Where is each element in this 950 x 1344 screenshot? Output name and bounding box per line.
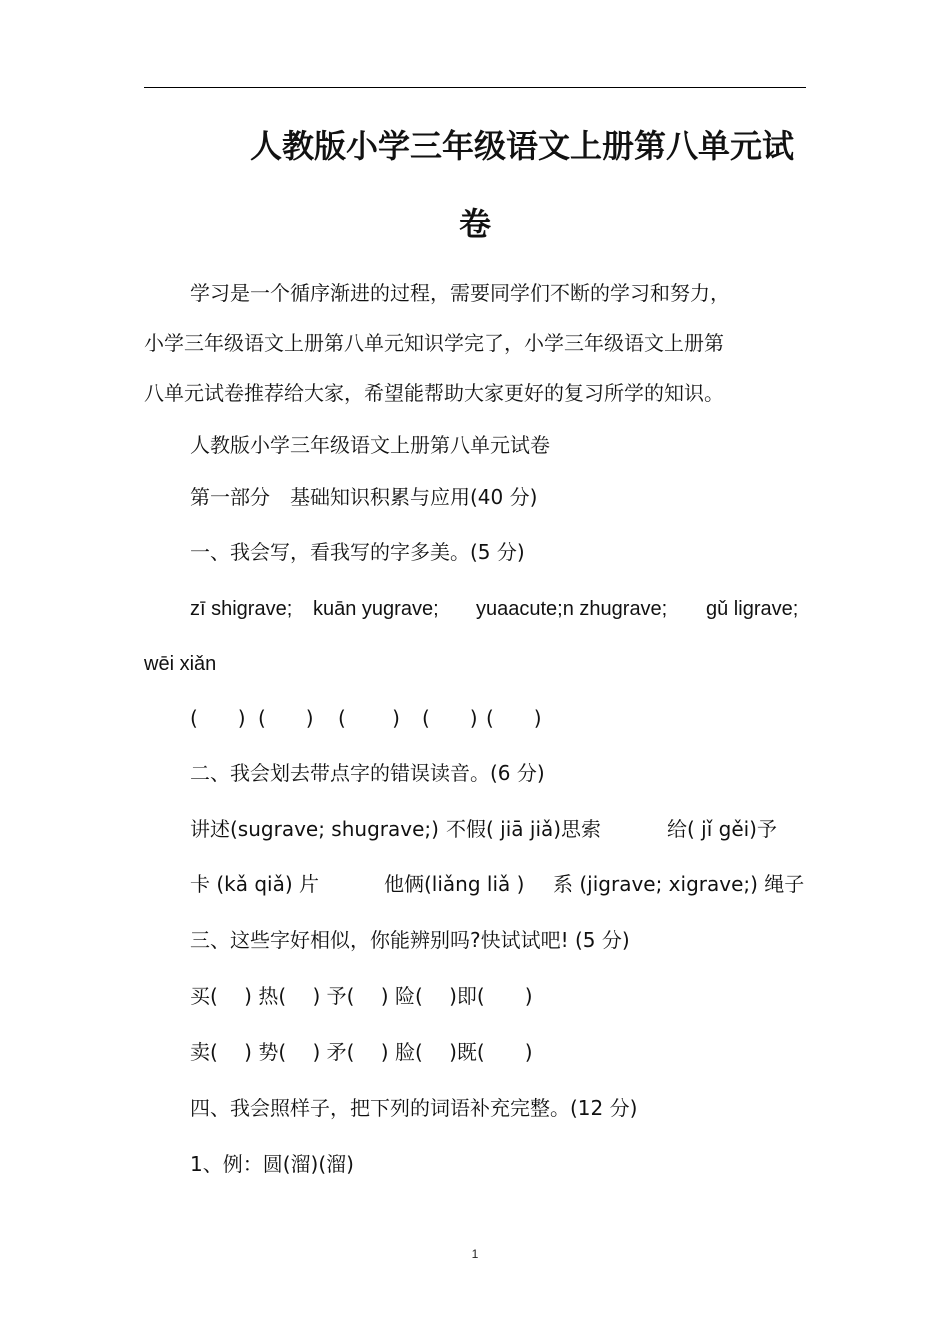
q1-pinyin-5	[144, 649, 216, 678]
intro-line-3: 八单元试卷推荐给大家，希望能帮助大家更好的复习所学的知识。	[144, 381, 724, 405]
q2-item-3: 给( jǐ gěi)予	[667, 817, 777, 841]
q1-pinyin-1	[190, 594, 292, 623]
pinyin-guli: gǔ ligrave;	[706, 598, 799, 620]
intro-line-1: 学习是一个循序渐进的过程，需要同学们不断的学习和努力，	[190, 281, 730, 305]
q2-item-5: 他俩(liǎng liǎ )	[384, 872, 525, 896]
intro-line-2: 小学三年级语文上册第八单元知识学完了，小学三年级语文上册第	[144, 331, 724, 355]
q4-heading: 四、我会照样子，把下列的词语补充完整。(12 分)	[190, 1096, 638, 1120]
part-1-heading: 第一部分 基础知识积累与应用(40 分)	[190, 485, 538, 509]
pinyin-yuanzhu: yuaacute;n zhugrave;	[476, 598, 668, 620]
q1-blank-4[interactable]: ( )	[422, 706, 478, 730]
header-rule	[144, 87, 806, 88]
q3-heading: 三、这些字好相似，你能辨别吗?快试试吧! (5 分)	[190, 928, 630, 952]
q2-heading: 二、我会划去带点字的错误读音。(6 分)	[190, 761, 545, 785]
q3-row-1: 买( ) 热( ) 予( ) 险( )即( )	[190, 984, 533, 1008]
page-number: 1	[471, 1247, 479, 1261]
q3-row-2: 卖( ) 势( ) 矛( ) 脸( )既( )	[190, 1040, 533, 1064]
pinyin-kuanyu: kuān yugrave;	[313, 598, 439, 620]
q4-example: 1、例：圆(溜)(溜)	[190, 1152, 354, 1176]
q1-pinyin-3	[476, 594, 667, 623]
pinyin-weixian: wēi xiǎn	[144, 653, 217, 675]
q1-heading: 一、我会写，看我写的字多美。(5 分)	[190, 540, 525, 564]
q1-blank-5[interactable]: ( )	[486, 706, 542, 730]
q1-pinyin-2	[313, 594, 439, 623]
q2-item-6: 系 (jigrave; xigrave;) 绳子	[553, 872, 805, 896]
doc-title-line-2: 卷	[458, 205, 491, 243]
q1-blank-3[interactable]: ( )	[338, 706, 400, 730]
subtitle: 人教版小学三年级语文上册第八单元试卷	[190, 433, 550, 457]
q1-blank-1[interactable]: ( )	[190, 706, 246, 730]
pinyin-zishi: zī shigrave;	[190, 598, 293, 620]
q2-item-2: 不假( jiā jiǎ)思索	[446, 817, 602, 841]
q2-item-1: 讲述(sugrave; shugrave;)	[190, 817, 439, 841]
q2-item-4: 卡 (kǎ qiǎ) 片	[190, 872, 320, 896]
doc-title-line-1: 人教版小学三年级语文上册第八单元试	[249, 127, 794, 165]
q1-blank-2[interactable]: ( )	[258, 706, 314, 730]
q1-pinyin-4	[706, 594, 798, 623]
